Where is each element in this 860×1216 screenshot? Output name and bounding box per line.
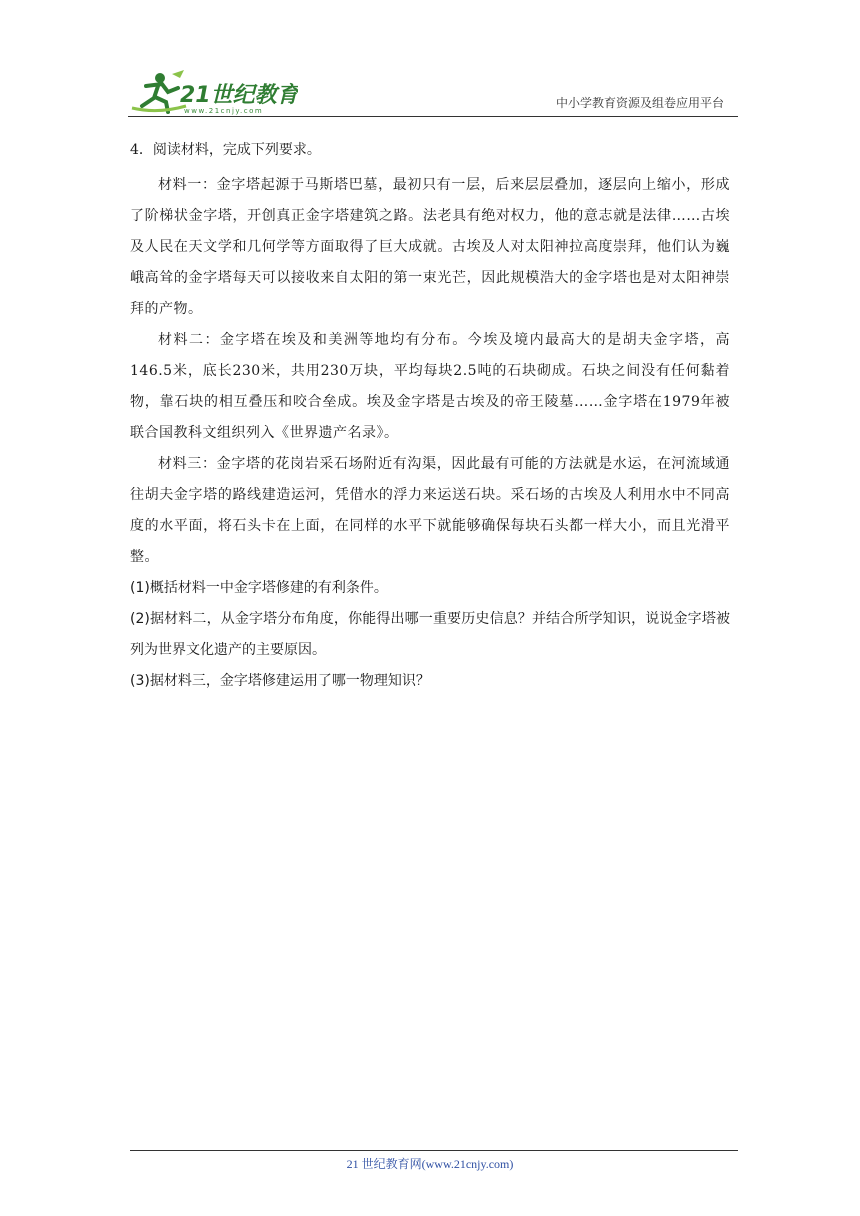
question-title: 4．阅读材料，完成下列要求。 (130, 142, 321, 158)
sub-question: (1)概括材料一中金字塔修建的有利条件。 (130, 580, 388, 596)
footer-divider (130, 1150, 738, 1151)
sub-question: (2)据材料二，从金字塔分布角度，你能得出哪一重要历史信息？并结合所学知识，说说金字塔被列为世界文化遗产的主要原因。 (130, 611, 730, 658)
material-list (130, 170, 730, 573)
svg-text:21世纪教育: 21世纪教育 (180, 83, 298, 108)
material-paragraph: 材料二：金字塔在埃及和美洲等地均有分布。今埃及境内最高大的是胡夫金字塔，高146.5米，底长230米，共用230万块，平均每块2.5吨的石块砌成。石块之间没有任何黏着物，靠石块的相互叠压和咬合垒成。埃及金字塔是古埃及的帝王陵墓……金字塔在1979年被联合国教科文组织列入《世界遗产名录》。 (130, 332, 730, 441)
svg-text:www.21cnjy.com: www.21cnjy.com (184, 107, 264, 115)
header-divider (128, 116, 738, 117)
platform-label: 中小学教育资源及组卷应用平台 (555, 96, 724, 110)
material-paragraph: 材料一：金字塔起源于马斯塔巴墓，最初只有一层，后来层层叠加，逐层向上缩小，形成了阶梯状金字塔，开创真正金字塔建筑之路。法老具有绝对权力，他的意志就是法律……古埃及人民在天文学和几何学等方面取得了巨大成就。古埃及人对太阳神拉高度崇拜，他们认为巍峨高耸的金字塔每天可以接收来自太阳的第一束光芒，因此规模浩大的金字塔也是对太阳神崇拜的产物。 (130, 177, 730, 317)
material-paragraph: 材料三：金字塔的花岗岩采石场附近有沟渠，因此最有可能的方法就是水运，在河流域通往胡夫金字塔的路线建造运河，凭借水的浮力来运送石块。采石场的古埃及人利用水中不同高度的水平面，将石头卡在上面，在同样的水平下就能够确保每块石头都一样大小，而且光滑平整。 (130, 456, 730, 565)
sub-question: (3)据材料三，金字塔修建运用了哪一物理知识？ (130, 673, 430, 689)
page-header (128, 64, 738, 118)
runner-logo-icon (128, 68, 298, 116)
logo (128, 68, 298, 116)
sub-question-list (130, 573, 730, 697)
question-content (130, 140, 730, 697)
footer-text: 21 世纪教育网(www.21cnjy.com) (346, 1157, 514, 1171)
